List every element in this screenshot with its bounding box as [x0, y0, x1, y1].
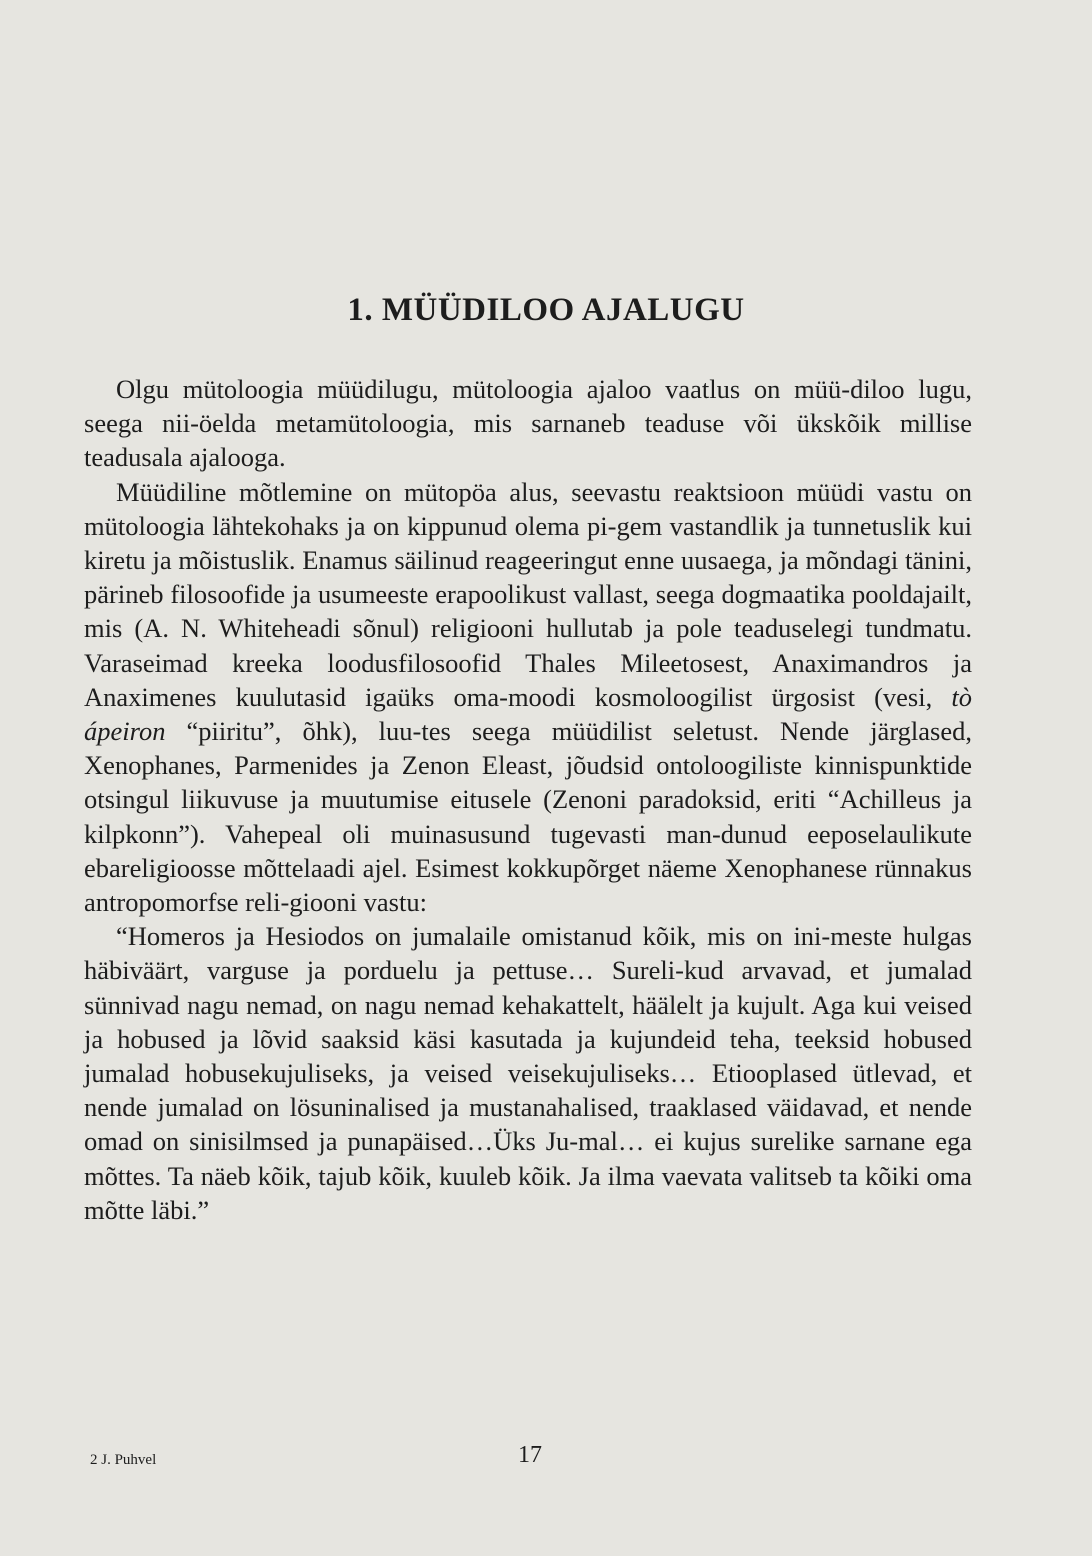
greek-term: tò ápeiron	[84, 681, 972, 747]
quotation-text: “Homeros ja Hesiodos on jumalaile omistanud kõik, mis on ini-meste hulgas häbiväärt, varguse ja porduelu ja pettuse… Sureli-kud arvavad, et jumalad sünnivad nagu nemad, on nagu nemad kehakattelt, häälelt ja kujult. Aga kui veised ja hobused ja lõvid saaksid käsi kasutada ja kujundeid teha, teeksid hobused jumalad hobusekujuliseks, ja veised veisekujuliseks… Etiooplased ütlevad, et nende jumalad on lösuninalised ja mustanahalised, traaklased väidavad, et nende omad on sinisilmsed ja punapäised…Üks Ju-mal… ei kujus surelike sarnane ega mõttes. Ta näeb kõik, tajub kõik, kuuleb kõik. Ja ilma vaevata valitseb ta kõiki oma mõtte läbi.”	[84, 921, 972, 1225]
signature-mark: 2 J. Puhvel	[90, 1452, 157, 1468]
quotation-paragraph	[84, 919, 972, 1227]
page-number: 17	[518, 1442, 542, 1468]
paragraph	[84, 372, 972, 475]
chapter-title: 1. MÜÜDILOO AJALUGU	[347, 292, 745, 328]
paragraph	[84, 475, 972, 920]
body-text	[84, 372, 972, 1227]
paragraph-text: Olgu mütoloogia müüdilugu, mütoloogia ajaloo vaatlus on müü-diloo lugu, seega nii-öelda metamütoloogia, mis sarnaneb teaduse või ükskõik millise teadusala ajalooga.	[84, 374, 972, 473]
paragraph-text: Müüdiline mõtlemine on mütopöa alus, seevastu reaktsioon müüdi vastu on mütoloogia lähtekohaks ja on kippunud olema pi-gem vastandlik ja tunnetuslik kui kiretu ja mõistuslik. Enamus säilinud reageeringut enne uusaega, ja mõndagi tänini, pärineb filosoofide ja usumeeste erapoolikust vallast, seega dogmaatika pooldajailt, mis (A. N. Whiteheadi sõnul) religiooni hullutab ja pole teaduselegi tundmatu. Varaseimad kreeka loodusfilosoofid Thales Mileetosest, Anaximandros ja Anaximenes kuulutasid igaüks oma-moodi kosmoloogilist ürgosist (vesi,	[84, 476, 972, 712]
paragraph-text: “piiritu”, õhk), luu-tes seega müüdilist seletust. Nende järglased, Xenophanes, Parmenides ja Zenon Eleast, jõudsid ontoloogiliste kinnispunktide otsingul liikuvuse ja muutumise eitusele (Zenoni paradoksid, eriti “Achilleus ja kilpkonn”). Vahepeal oli muinasusund tugevasti man-dunud eeposelaulikute ebareligioosse mõttelaadi ajel. Esimest kokkupõrget näeme Xenophanese rünnakus antropomorfse reli-giooni vastu:	[84, 716, 972, 918]
